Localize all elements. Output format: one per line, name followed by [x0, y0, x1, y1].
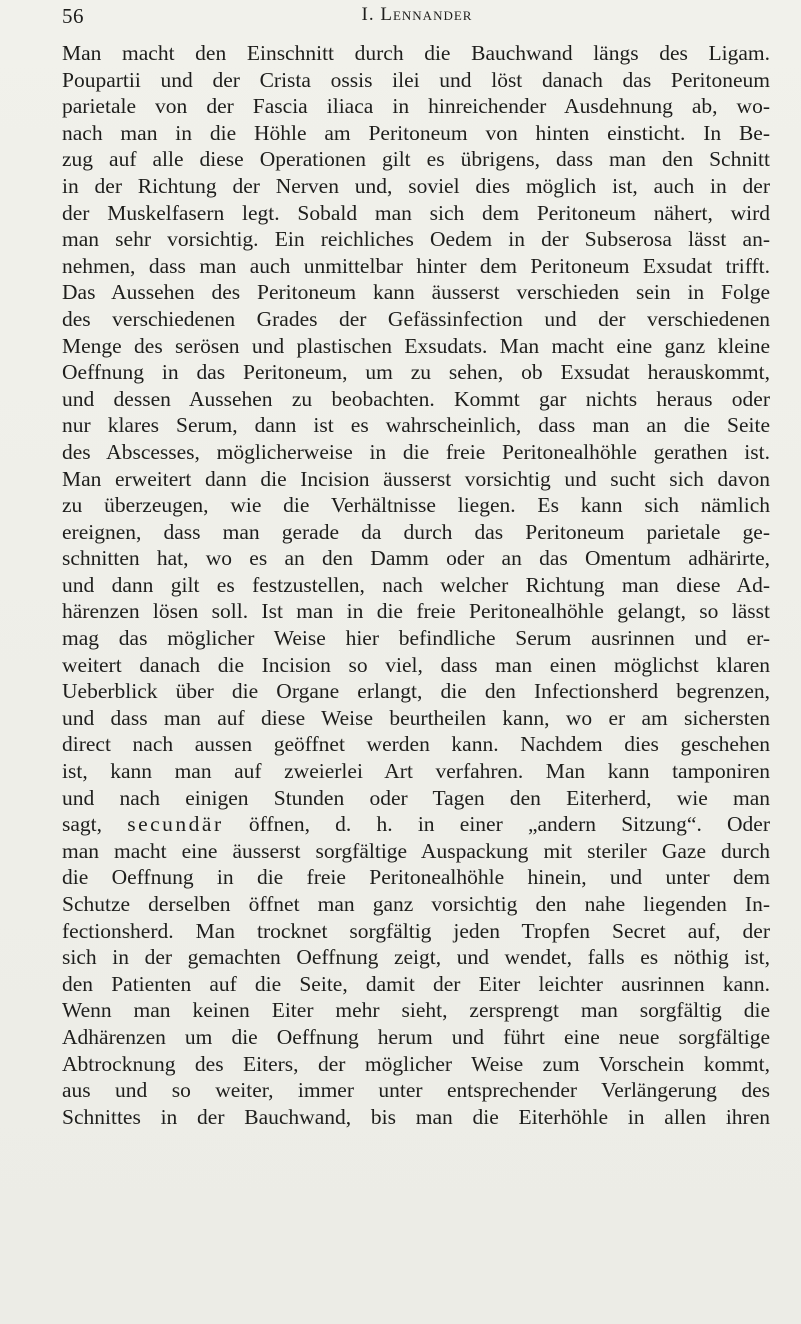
text-line: fectionsherd. Man trocknet sorgfältig jeden Tropfen Secret auf, der: [62, 918, 770, 943]
page-number: 56: [62, 4, 84, 28]
text-line: sich in der gemachten Oeffnung zeigt, und wendet, falls es nöthig ist,: [62, 945, 770, 970]
body-text: [62, 40, 770, 1130]
text-line: nach man in die Höhle am Peritoneum von hinten einsticht. In Be-: [62, 120, 770, 145]
text-line: Poupartii und der Crista ossis ilei und löst danach das Peritoneum: [62, 67, 770, 92]
text-line: und dann gilt es festzustellen, nach welcher Richtung man diese Ad-: [62, 572, 770, 597]
running-title: I. Lennander: [361, 4, 473, 25]
text-line: Schutze derselben öffnet man ganz vorsichtig den nahe liegenden In-: [62, 892, 770, 916]
text-line: und dass man auf diese Weise beurtheilen kann, wo er am sichersten: [62, 705, 770, 730]
text-line: den Patienten auf die Seite, damit der Eiter leichter ausrinnen kann.: [62, 971, 770, 996]
text-line: direct nach aussen geöffnet werden kann. Nachdem dies geschehen: [62, 732, 770, 757]
text-line: man macht eine äusserst sorgfältige Auspackung mit steriler Gaze durch: [62, 838, 770, 863]
text-line: Man macht den Einschnitt durch die Bauchwand längs des Ligam.: [62, 41, 770, 65]
text-line: des verschiedenen Grades der Gefässinfection und der verschiedenen: [62, 306, 770, 331]
spaced-emphasis: secundär: [127, 812, 224, 837]
text-line: Das Aussehen des Peritoneum kann äusserst verschieden sein in Folge: [62, 280, 770, 305]
text-line: ereignen, dass man gerade da durch das Peritoneum parietale ge-: [62, 519, 770, 544]
text-line: man sehr vorsichtig. Ein reichliches Oedem in der Subserosa lässt an-: [62, 227, 770, 252]
text-line: Abtrocknung des Eiters, der möglicher Weise zum Vorschein kommt,: [62, 1051, 770, 1076]
text-line: schnitten hat, wo es an den Damm oder an das Omentum adhärirte,: [62, 546, 770, 571]
text-line: [62, 811, 770, 838]
text-line: und nach einigen Stunden oder Tagen den Eiterherd, wie man: [62, 785, 770, 810]
text-line: ist, kann man auf zweierlei Art verfahren. Man kann tamponiren: [62, 759, 770, 784]
text-line: zu überzeugen, wie die Verhältnisse liegen. Es kann sich nämlich: [62, 493, 770, 518]
text-line: härenzen lösen soll. Ist man in die freie Peritonealhöhle gelangt, so lässt: [62, 599, 770, 624]
text-line: aus und so weiter, immer unter entsprechender Verlängerung des: [62, 1078, 770, 1103]
text-line: Adhärenzen um die Oeffnung herum und führt eine neue sorgfältige: [62, 1024, 770, 1049]
text-line: zug auf alle diese Operationen gilt es übrigens, dass man den Schnitt: [62, 147, 770, 172]
text-line: Wenn man keinen Eiter mehr sieht, zersprengt man sorgfältig die: [62, 998, 770, 1023]
running-header: [62, 4, 772, 30]
text-line: parietale von der Fascia iliaca in hinreichender Ausdehnung ab, wo-: [62, 94, 770, 119]
text-line: des Abscesses, möglicherweise in die freie Peritonealhöhle gerathen ist.: [62, 439, 770, 464]
text-line: die Oeffnung in die freie Peritonealhöhle hinein, und unter dem: [62, 865, 770, 890]
text-line: der Muskelfasern legt. Sobald man sich dem Peritoneum nähert, wird: [62, 200, 770, 225]
text-line: Ueberblick über die Organe erlangt, die den Infectionsherd begrenzen,: [62, 679, 770, 704]
text-line: nehmen, dass man auch unmittelbar hinter dem Peritoneum Exsudat trifft.: [62, 253, 770, 278]
text-line: Man erweitert dann die Incision äusserst vorsichtig und sucht sich davon: [62, 466, 770, 491]
text-line: Oeffnung in das Peritoneum, um zu sehen, ob Exsudat herauskommt,: [62, 360, 770, 385]
text-line: mag das möglicher Weise hier befindliche Serum ausrinnen und er-: [62, 626, 770, 651]
text-line: in der Richtung der Nerven und, soviel dies möglich ist, auch in der: [62, 173, 770, 198]
text-line: weitert danach die Incision so viel, dass man einen möglichst klaren: [62, 652, 770, 677]
text-line: Menge des serösen und plastischen Exsudats. Man macht eine ganz kleine: [62, 333, 770, 358]
text-segment: öffnen, d. h. in einer „andern Sitzung“. Oder: [223, 812, 770, 837]
text-line: nur klares Serum, dann ist es wahrscheinlich, dass man an die Seite: [62, 413, 770, 438]
text-line: und dessen Aussehen zu beobachten. Kommt gar nichts heraus oder: [62, 386, 770, 411]
text-segment: sagt,: [62, 812, 128, 837]
text-line: Schnittes in der Bauchwand, bis man die Eiterhöhle in allen ihren: [62, 1104, 770, 1129]
